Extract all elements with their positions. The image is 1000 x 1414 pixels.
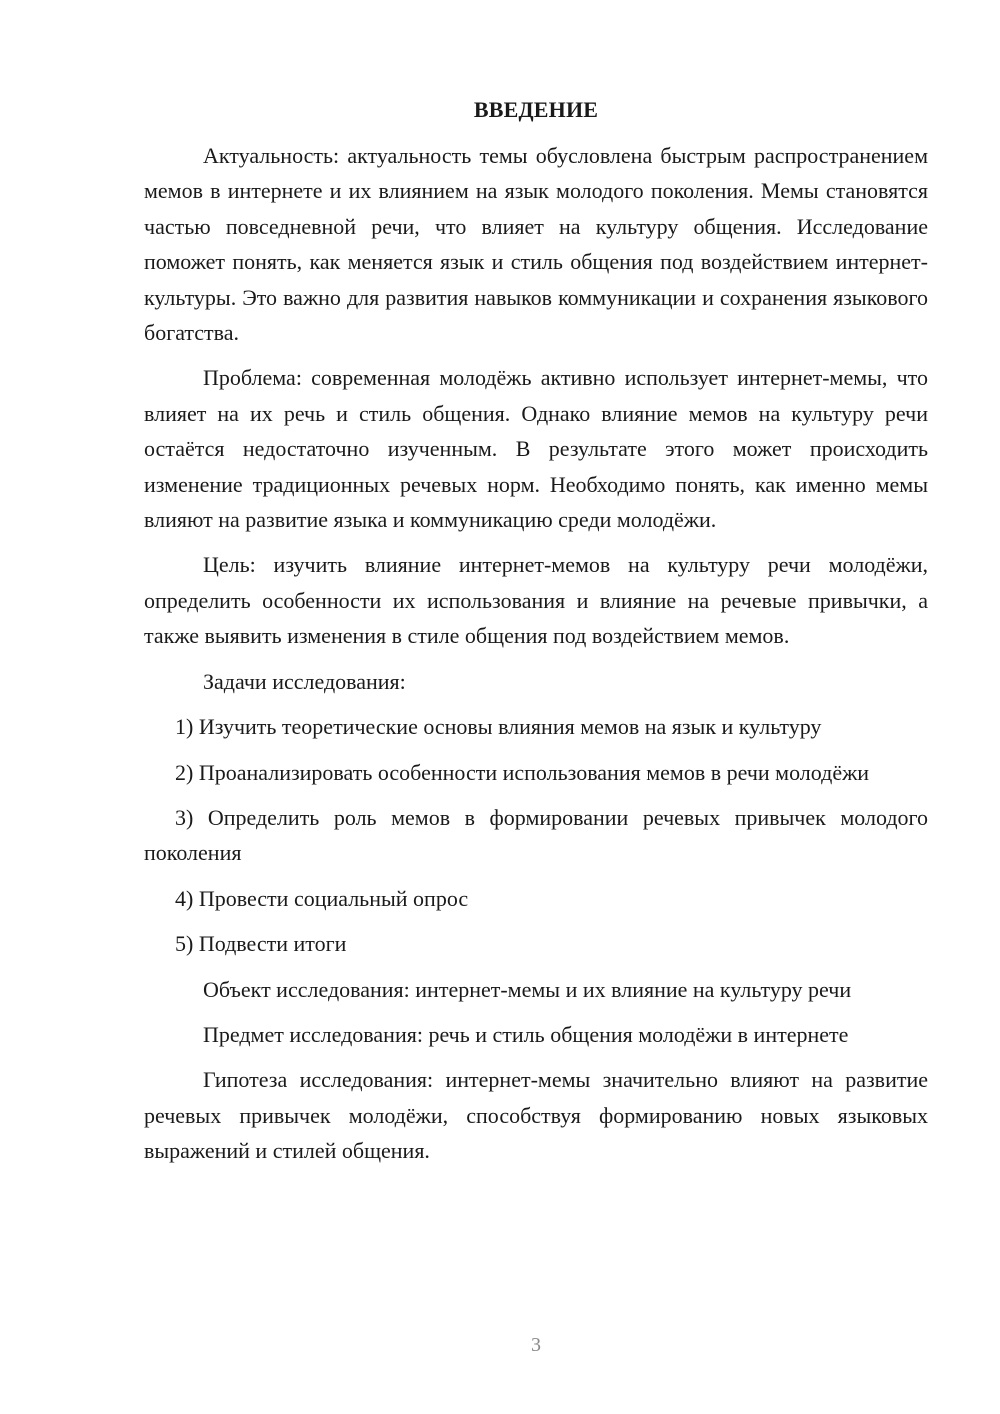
object-paragraph: Объект исследования: интернет-мемы и их влияние на культуру речи <box>203 976 852 1002</box>
tasks-heading: Задачи исследования: <box>203 668 406 694</box>
task-item-5: 5) Подвести итоги <box>175 931 347 957</box>
section-title: ВВЕДЕНИЕ <box>473 97 599 122</box>
task-item-4: 4) Провести социальный опрос <box>175 885 469 911</box>
problem-paragraph: Проблема: современная молодёжь активно использует интернет-мемы, что влияет на их речь и стиль общения. Однако влияние мемов на культуру речи остаётся недостаточно изученным. В результате этого может происходить изменение традиционных речевых норм. Необходимо понять, как именно мемы влияют на развитие языка и коммуникацию среди молодёжи. <box>144 365 928 533</box>
document-page <box>144 94 928 1169</box>
task-item-3: 3) Определить роль мемов в формировании речевых привычек молодого поколения <box>144 804 928 866</box>
task-item-2: 2) Проанализировать особенности использования мемов в речи молодёжи <box>175 759 870 785</box>
page-number: 3 <box>531 1334 541 1356</box>
task-item-1: 1) Изучить теоретические основы влияния мемов на язык и культуру <box>175 714 822 740</box>
hypothesis-paragraph: Гипотеза исследования: интернет-мемы значительно влияют на развитие речевых привычек молодёжи, способствуя формированию новых языковых выражений и стилей общения. <box>144 1067 928 1164</box>
subject-paragraph: Предмет исследования: речь и стиль общения молодёжи в интернете <box>203 1021 849 1047</box>
relevance-paragraph: Актуальность: актуальность темы обусловлена быстрым распространением мемов в интернете и их влиянием на язык молодого поколения. Мемы становятся частью повседневной речи, что влияет на культуру общения. Исследование поможет понять, как меняется язык и стиль общения под воздействием интернет-культуры. Это важно для развития навыков коммуникации и сохранения языкового богатства. <box>144 143 928 346</box>
goal-paragraph: Цель: изучить влияние интернет-мемов на культуру речи молодёжи, определить особенности их использования и влияние на речевые привычки, а также выявить изменения в стиле общения под воздействием мемов. <box>144 552 928 649</box>
